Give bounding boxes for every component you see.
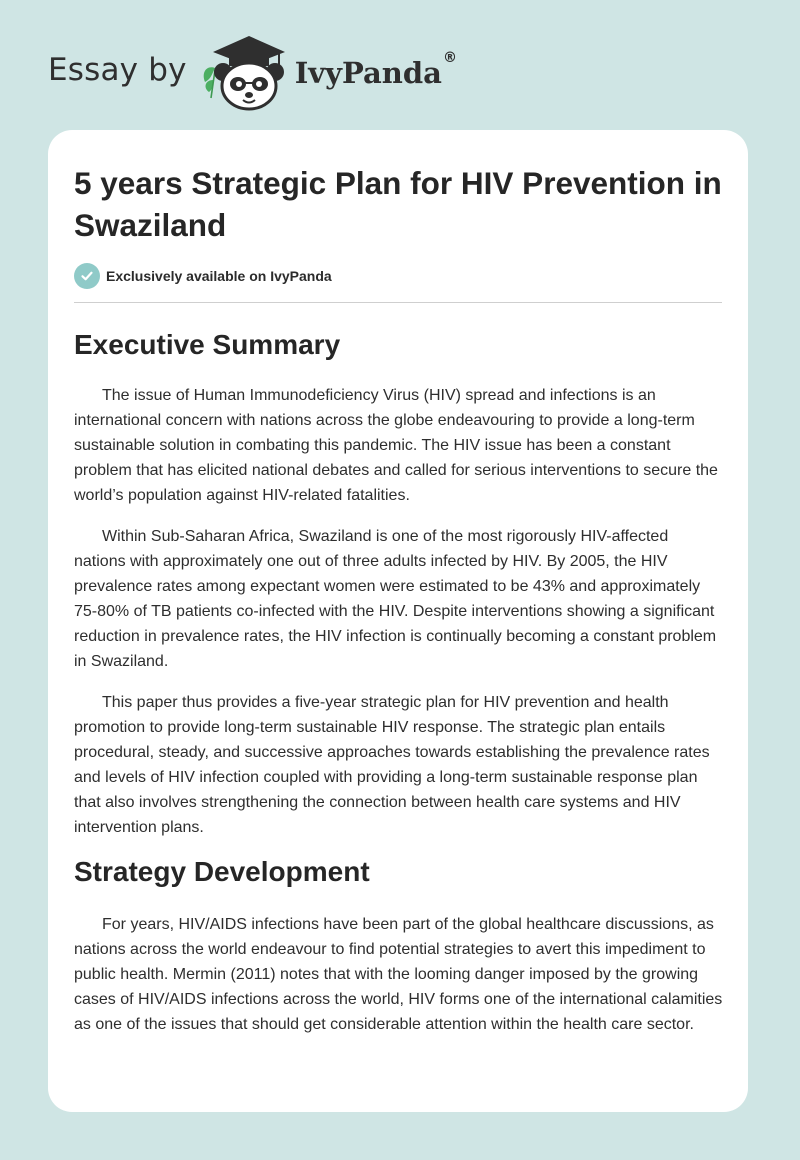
section-heading-executive-summary: Executive Summary	[74, 329, 341, 360]
brand-name-text: IvyPanda	[294, 56, 442, 90]
essay-title: 5 years Strategic Plan for HIV Prevention in Swaziland	[74, 165, 722, 243]
registered-mark: ®	[442, 50, 457, 66]
panda-graduate-icon[interactable]	[199, 32, 291, 112]
paragraph: This paper thus provides a five-year strategic plan for HIV prevention and health promotion to provide long-term sustainable HIV response. The strategic plan entails procedural, steady, and successive approaches towards establishing the prevalence rates and levels of HIV infection coupled with providing a long-term sustainable response plan that also involves strengthening the connection between health care systems and HIV intervention plans.	[74, 694, 710, 836]
essay-card	[48, 130, 748, 1112]
ivypanda-brand-name[interactable]	[294, 50, 457, 90]
title-divider	[74, 302, 722, 303]
paragraph: For years, HIV/AIDS infections have been part of the global healthcare discussions, as nations across the world endeavour to find potential strategies to avert this impediment to public health. Mermin (2011) notes that with the looming danger imposed by the growing cases of HIV/AIDS infections across the world, HIV forms one of the international calamities as one of the issues that should get considerable attention within the health care sector.	[74, 916, 723, 1033]
exclusive-badge	[74, 262, 722, 290]
essay-by-label: Essay by	[48, 52, 187, 88]
exclusive-badge-text: Exclusively available on IvyPanda	[106, 268, 332, 284]
site-header	[48, 32, 457, 112]
check-circle-icon	[74, 263, 100, 289]
paragraph: The issue of Human Immunodeficiency Virus (HIV) spread and infections is an international concern with nations across the globe endeavouring to provide a long-term sustainable solution in combating this pandemic. The HIV issue has been a constant problem that has elicited national debates and called for serious interventions to secure the world’s population against HIV-related fatalities.	[74, 387, 718, 504]
section-heading-strategy-development: Strategy Development	[74, 856, 370, 887]
paragraph: Within Sub-Saharan Africa, Swaziland is one of the most rigorously HIV-affected nations with approximately one out of three adults infected by HIV. By 2005, the HIV prevalence rates among expectant women were estimated to be 43% and approximately 75-80% of TB patients co-infected with the HIV. Despite interventions showing a significant reduction in prevalence rates, the HIV infection is continually becoming a constant problem in Swaziland.	[74, 528, 717, 670]
